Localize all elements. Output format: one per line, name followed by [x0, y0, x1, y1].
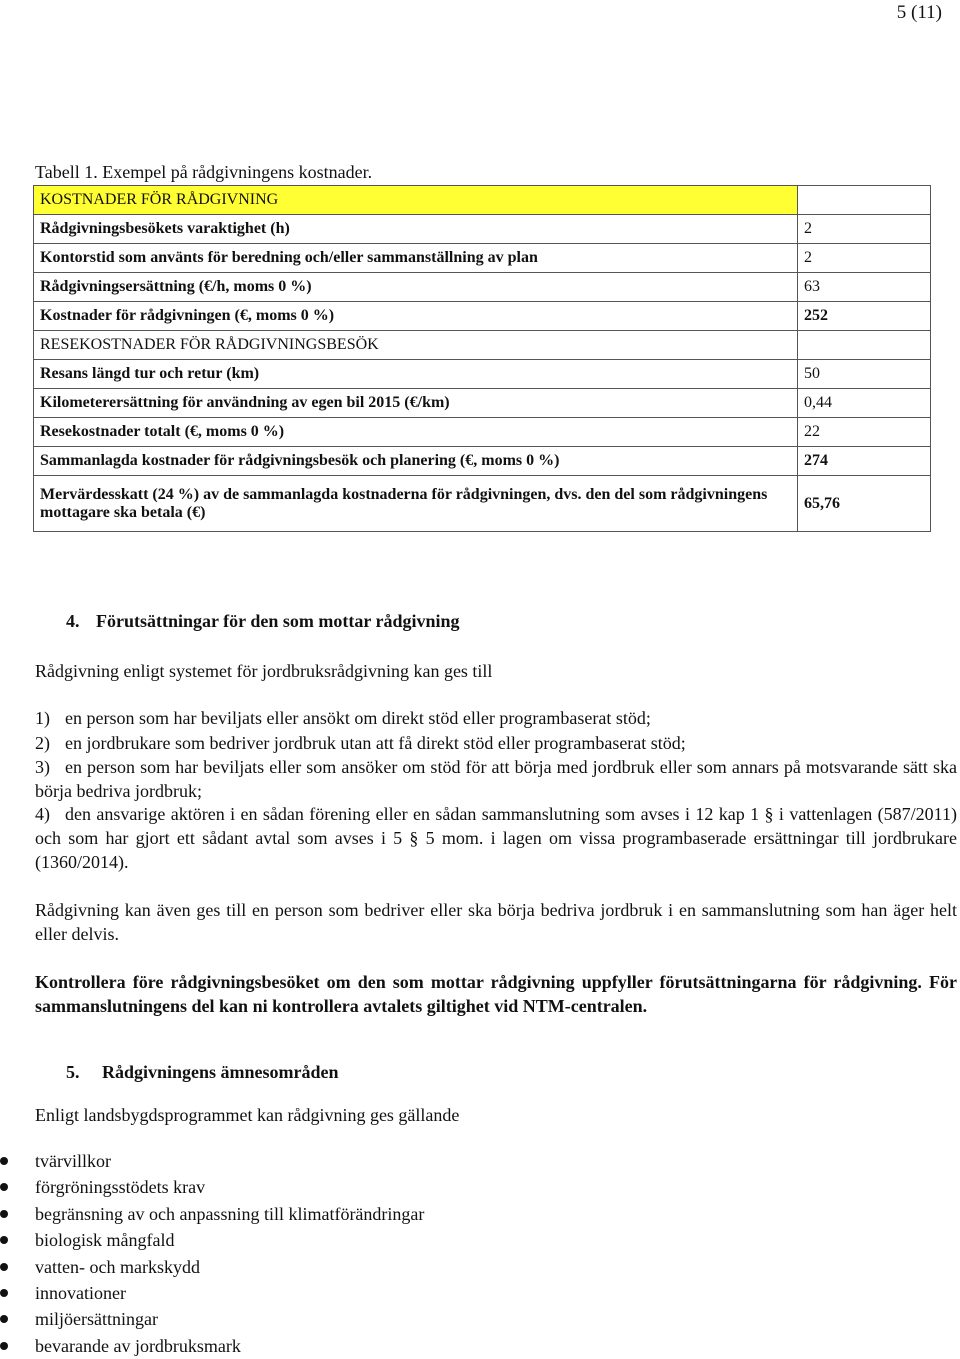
section4-heading [66, 611, 460, 632]
section5-heading [66, 1062, 339, 1083]
list-item-text: bevarande av jordbruksmark [35, 1335, 241, 1356]
row-label: Resans längd tur och retur (km) [34, 360, 798, 389]
list-item [0, 1254, 424, 1280]
row-label: Kostnader för rådgivningen (€, moms 0 %) [34, 302, 798, 331]
bullet-icon [0, 1183, 8, 1191]
list-item-text: förgröningsstödets krav [35, 1177, 206, 1198]
list-item-text: en person som har beviljats eller ansökt om direkt stöd eller programbaserat stöd; [65, 708, 651, 728]
row-label: Rådgivningsbesökets varaktighet (h) [34, 215, 798, 244]
table-row [34, 302, 931, 331]
table-row [34, 389, 931, 418]
row-label: Kontorstid som använts för beredning och/eller sammanställning av plan [34, 244, 798, 273]
section4-intro: Rådgivning enligt systemet för jordbruksrådgivning kan ges till [35, 661, 493, 681]
table-row [34, 476, 931, 532]
bullet-icon [0, 1157, 8, 1165]
list-item [0, 1227, 424, 1253]
list-item-text: en jordbrukare som bedriver jordbruk utan att få direkt stöd eller programbaserat stöd; [65, 733, 686, 753]
list-item-text: den ansvarige aktören i en sådan förening eller en sådan sammanslutning som avses i 12 kap 1 § i vattenlagen (587/2011) och som har gjort ett sådant avtal som avses i 5 § 5 mom. i lagen om vissa programbaserade ersättningar till jordbrukare (1360/2014). [35, 804, 957, 872]
table-section-row [34, 331, 931, 360]
row-label: Sammanlagda kostnader för rådgivningsbesök och planering (€, moms 0 %) [34, 447, 798, 476]
list-item-text: begränsning av och anpassning till klimatförändringar [35, 1203, 425, 1224]
table-row [34, 418, 931, 447]
list-item-text: vatten- och markskydd [35, 1256, 200, 1277]
bullet-icon [0, 1342, 8, 1350]
list-item [0, 1201, 424, 1227]
list-item-text: tvärvillkor [35, 1151, 111, 1171]
table-header: KOSTNADER FÖR RÅDGIVNING [34, 186, 798, 215]
list-item [35, 706, 957, 730]
list-item [0, 1280, 424, 1306]
table-header-empty [798, 186, 931, 215]
bullet-icon [0, 1236, 8, 1244]
list-item-number: 1) [35, 708, 50, 728]
row-value: 0,44 [798, 389, 931, 418]
section5-title: Rådgivningens ämnesområden [102, 1062, 339, 1082]
row-value: 2 [798, 244, 931, 273]
row-value: 50 [798, 360, 931, 389]
page-number: 5 (11) [896, 2, 942, 23]
list-item-text: biologisk mångfald [35, 1230, 175, 1251]
table-row [34, 273, 931, 302]
table-header-row [34, 186, 931, 215]
table-caption: Tabell 1. Exempel på rådgivningens kostnader. [35, 162, 373, 182]
row-value: 274 [798, 447, 931, 476]
section5-intro: Enligt landsbygdsprogrammet kan rådgivning ges gällande [35, 1105, 460, 1125]
section4-number: 4. [66, 611, 80, 631]
table-section-empty [798, 331, 931, 360]
list-item-text: innovationer [35, 1282, 126, 1303]
list-item-number: 2) [35, 733, 50, 753]
list-item [0, 1148, 424, 1174]
row-label: Rådgivningsersättning (€/h, moms 0 %) [34, 273, 798, 302]
topic-list [0, 1148, 424, 1359]
list-item-number: 3) [35, 757, 50, 777]
list-item [35, 755, 957, 803]
list-item-number: 4) [35, 804, 50, 824]
bullet-icon [0, 1210, 8, 1218]
table-row [34, 447, 931, 476]
section4-title: Förutsättningar för den som mottar rådgivning [96, 611, 460, 631]
row-value: 252 [798, 302, 931, 331]
section4-paragraph: Rådgivning kan även ges till en person som bedriver eller ska börja bedriva jordbruk i en sammanslutning som han äger helt eller delvis. [35, 900, 957, 944]
list-item [35, 802, 957, 874]
table-row [34, 244, 931, 273]
list-item [0, 1333, 424, 1359]
bullet-icon [0, 1289, 8, 1297]
row-label: Mervärdesskatt (24 %) av de sammanlagda kostnaderna för rådgivningen, dvs. den del som rådgivningens mottagare ska betala (€) [34, 476, 798, 532]
section5-number: 5. [66, 1062, 80, 1082]
row-value: 22 [798, 418, 931, 447]
table-row [34, 215, 931, 244]
bullet-icon [0, 1263, 8, 1271]
row-label: Resekostnader totalt (€, moms 0 %) [34, 418, 798, 447]
list-item-text: en person som har beviljats eller som ansöker om stöd för att börja med jordbruk eller som annars på motsvarande sätt ska börja bedriva jordbruk; [35, 757, 957, 801]
list-item-text: miljöersättningar [35, 1309, 158, 1330]
row-value: 65,76 [798, 476, 931, 532]
list-item [0, 1174, 424, 1200]
cost-table [33, 185, 931, 532]
bullet-icon [0, 1315, 8, 1323]
list-item [0, 1306, 424, 1332]
row-label: Kilometerersättning för användning av egen bil 2015 (€/km) [34, 389, 798, 418]
row-value: 63 [798, 273, 931, 302]
row-value: 2 [798, 215, 931, 244]
section4-notice: Kontrollera före rådgivningsbesöket om den som mottar rådgivning uppfyller förutsättningarna för rådgivning. För sammanslutningens del kan ni kontrollera avtalets giltighet vid NTM-centralen. [35, 972, 957, 1016]
list-item [35, 731, 957, 755]
table-row [34, 360, 931, 389]
table-section-travel: RESEKOSTNADER FÖR RÅDGIVNINGSBESÖK [34, 331, 798, 360]
